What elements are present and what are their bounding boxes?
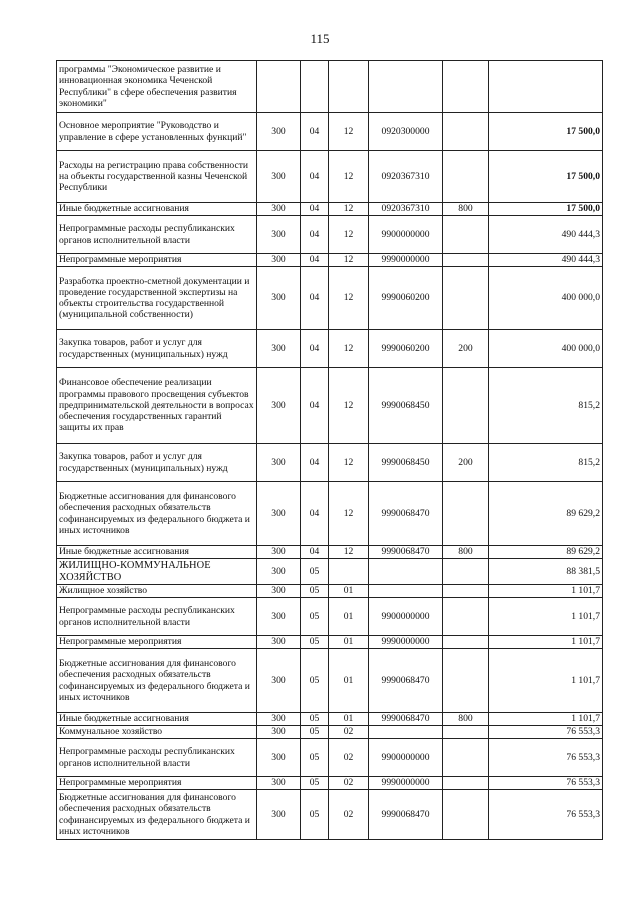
row-csr: 9990068450 <box>369 368 443 444</box>
row-name: Непрограммные мероприятия <box>57 254 257 267</box>
row-gr: 300 <box>257 598 301 636</box>
row-gr: 300 <box>257 267 301 330</box>
row-gr: 300 <box>257 546 301 559</box>
row-rz: 04 <box>301 267 329 330</box>
row-rz: 05 <box>301 790 329 840</box>
row-name: Коммунальное хозяйство <box>57 726 257 739</box>
row-vr: 200 <box>443 444 489 482</box>
row-vr <box>443 726 489 739</box>
row-amount: 76 553,3 <box>489 726 603 739</box>
row-csr: 9990000000 <box>369 777 443 790</box>
table-row <box>57 368 603 444</box>
row-gr: 300 <box>257 649 301 713</box>
row-pr: 01 <box>329 713 369 726</box>
row-amount: 76 553,3 <box>489 790 603 840</box>
row-pr: 01 <box>329 649 369 713</box>
row-rz: 05 <box>301 559 329 585</box>
row-name: Расходы на регистрацию права собственности на объекты государственной казны Чеченской Республики <box>57 151 257 203</box>
row-csr: 9900000000 <box>369 216 443 254</box>
row-vr: 200 <box>443 330 489 368</box>
row-gr: 300 <box>257 790 301 840</box>
row-name: Непрограммные расходы республиканских органов исполнительной власти <box>57 598 257 636</box>
row-rz: 04 <box>301 203 329 216</box>
table-row <box>57 636 603 649</box>
table-row <box>57 559 603 585</box>
row-rz: 04 <box>301 546 329 559</box>
row-rz <box>301 61 329 113</box>
row-pr: 02 <box>329 790 369 840</box>
row-gr: 300 <box>257 726 301 739</box>
table-row <box>57 254 603 267</box>
table-row <box>57 546 603 559</box>
row-name: Финансовое обеспечение реализации программы правового просвещения субъектов предпринимательской деятельности в вопросах обеспечения государственных гарантий защиты их прав <box>57 368 257 444</box>
row-rz: 04 <box>301 216 329 254</box>
row-rz: 04 <box>301 151 329 203</box>
row-name: Жилищное хозяйство <box>57 585 257 598</box>
row-gr: 300 <box>257 739 301 777</box>
row-csr: 9990068470 <box>369 649 443 713</box>
row-name: Иные бюджетные ассигнования <box>57 203 257 216</box>
row-pr: 12 <box>329 151 369 203</box>
row-rz: 05 <box>301 636 329 649</box>
row-csr: 9990068450 <box>369 444 443 482</box>
row-gr: 300 <box>257 559 301 585</box>
row-name: Бюджетные ассигнования для финансового обеспечения расходных обязательств софинансируемых из федерального бюджета и иных источников <box>57 649 257 713</box>
row-amount: 76 553,3 <box>489 739 603 777</box>
row-csr: 9990068470 <box>369 546 443 559</box>
row-rz: 05 <box>301 713 329 726</box>
row-gr: 300 <box>257 777 301 790</box>
row-name: Непрограммные мероприятия <box>57 636 257 649</box>
row-rz: 04 <box>301 482 329 546</box>
row-vr <box>443 585 489 598</box>
table-row <box>57 726 603 739</box>
row-vr <box>443 267 489 330</box>
row-vr <box>443 254 489 267</box>
row-csr: 0920367310 <box>369 203 443 216</box>
row-pr: 12 <box>329 216 369 254</box>
row-rz: 04 <box>301 254 329 267</box>
row-amount: 815,2 <box>489 368 603 444</box>
table-row <box>57 267 603 330</box>
row-rz: 05 <box>301 726 329 739</box>
row-vr <box>443 368 489 444</box>
row-vr <box>443 649 489 713</box>
row-vr <box>443 482 489 546</box>
row-vr <box>443 61 489 113</box>
row-name: Иные бюджетные ассигнования <box>57 713 257 726</box>
row-pr <box>329 559 369 585</box>
row-gr: 300 <box>257 444 301 482</box>
row-name: Разработка проектно-сметной документации и проведение государственной экспертизы на объекты строительства государственной (муниципальной собственности) <box>57 267 257 330</box>
row-amount: 89 629,2 <box>489 482 603 546</box>
table-row <box>57 739 603 777</box>
row-vr <box>443 151 489 203</box>
row-pr: 12 <box>329 368 369 444</box>
row-rz: 05 <box>301 777 329 790</box>
budget-table <box>56 60 603 840</box>
row-vr <box>443 559 489 585</box>
row-vr <box>443 113 489 151</box>
row-name: Основное мероприятие "Руководство и управление в сфере установленных функций" <box>57 113 257 151</box>
row-rz: 05 <box>301 649 329 713</box>
row-amount: 400 000,0 <box>489 330 603 368</box>
table-row <box>57 203 603 216</box>
row-pr: 12 <box>329 330 369 368</box>
row-pr: 02 <box>329 739 369 777</box>
row-pr: 01 <box>329 585 369 598</box>
row-amount: 17 500,0 <box>489 203 603 216</box>
row-rz: 05 <box>301 598 329 636</box>
table-row <box>57 330 603 368</box>
table-row <box>57 790 603 840</box>
row-csr: 9990060200 <box>369 330 443 368</box>
row-amount: 815,2 <box>489 444 603 482</box>
row-amount: 88 381,5 <box>489 559 603 585</box>
row-vr <box>443 739 489 777</box>
row-rz: 04 <box>301 113 329 151</box>
row-rz: 05 <box>301 739 329 777</box>
row-gr: 300 <box>257 330 301 368</box>
row-rz: 04 <box>301 444 329 482</box>
row-gr: 300 <box>257 203 301 216</box>
row-pr: 01 <box>329 636 369 649</box>
page-number: 115 <box>310 31 330 46</box>
row-csr: 0920300000 <box>369 113 443 151</box>
row-amount: 89 629,2 <box>489 546 603 559</box>
table-row <box>57 216 603 254</box>
row-pr: 01 <box>329 598 369 636</box>
row-amount: 1 101,7 <box>489 598 603 636</box>
row-csr: 9990068470 <box>369 482 443 546</box>
row-amount: 1 101,7 <box>489 636 603 649</box>
row-csr: 9990000000 <box>369 636 443 649</box>
row-pr: 12 <box>329 113 369 151</box>
row-csr: 9990068470 <box>369 790 443 840</box>
row-csr <box>369 61 443 113</box>
row-csr: 9990060200 <box>369 267 443 330</box>
row-pr: 12 <box>329 546 369 559</box>
row-gr: 300 <box>257 254 301 267</box>
row-name: Закупка товаров, работ и услуг для государственных (муниципальных) нужд <box>57 444 257 482</box>
row-gr <box>257 61 301 113</box>
table-row <box>57 61 603 113</box>
row-pr: 02 <box>329 777 369 790</box>
row-csr: 0920367310 <box>369 151 443 203</box>
row-name: ЖИЛИЩНО-КОММУНАЛЬНОЕ ХОЗЯЙСТВО <box>57 559 257 585</box>
row-csr: 9990068470 <box>369 713 443 726</box>
table-row <box>57 113 603 151</box>
row-csr: 9990000000 <box>369 254 443 267</box>
table-row <box>57 444 603 482</box>
row-amount: 17 500,0 <box>489 113 603 151</box>
row-gr: 300 <box>257 151 301 203</box>
row-pr: 02 <box>329 726 369 739</box>
row-pr: 12 <box>329 267 369 330</box>
row-pr: 12 <box>329 482 369 546</box>
row-amount: 1 101,7 <box>489 585 603 598</box>
row-gr: 300 <box>257 216 301 254</box>
row-gr: 300 <box>257 368 301 444</box>
row-gr: 300 <box>257 482 301 546</box>
row-amount: 17 500,0 <box>489 151 603 203</box>
table-row <box>57 585 603 598</box>
row-name: программы "Экономическое развитие и инновационная экономика Чеченской Республики" в сфере обеспечения развития экономики" <box>57 61 257 113</box>
row-vr <box>443 790 489 840</box>
row-name: Иные бюджетные ассигнования <box>57 546 257 559</box>
table-row <box>57 777 603 790</box>
row-rz: 05 <box>301 585 329 598</box>
row-pr: 12 <box>329 444 369 482</box>
row-vr <box>443 216 489 254</box>
row-vr <box>443 636 489 649</box>
table-row <box>57 649 603 713</box>
row-gr: 300 <box>257 636 301 649</box>
row-vr <box>443 598 489 636</box>
row-name: Непрограммные расходы республиканских органов исполнительной власти <box>57 216 257 254</box>
row-amount: 400 000,0 <box>489 267 603 330</box>
row-amount <box>489 61 603 113</box>
row-gr: 300 <box>257 585 301 598</box>
row-csr <box>369 559 443 585</box>
row-vr: 800 <box>443 546 489 559</box>
table-row <box>57 151 603 203</box>
row-rz: 04 <box>301 368 329 444</box>
row-csr <box>369 585 443 598</box>
row-csr: 9900000000 <box>369 739 443 777</box>
table-row <box>57 482 603 546</box>
row-name: Непрограммные мероприятия <box>57 777 257 790</box>
row-rz: 04 <box>301 330 329 368</box>
row-csr: 9900000000 <box>369 598 443 636</box>
table-row <box>57 598 603 636</box>
row-vr: 800 <box>443 713 489 726</box>
row-amount: 1 101,7 <box>489 649 603 713</box>
row-amount: 76 553,3 <box>489 777 603 790</box>
row-name: Закупка товаров, работ и услуг для государственных (муниципальных) нужд <box>57 330 257 368</box>
row-csr <box>369 726 443 739</box>
row-gr: 300 <box>257 713 301 726</box>
row-amount: 490 444,3 <box>489 254 603 267</box>
row-pr <box>329 61 369 113</box>
table-row <box>57 713 603 726</box>
row-name: Бюджетные ассигнования для финансового обеспечения расходных обязательств софинансируемых из федерального бюджета и иных источников <box>57 790 257 840</box>
row-vr <box>443 777 489 790</box>
row-pr: 12 <box>329 254 369 267</box>
row-amount: 1 101,7 <box>489 713 603 726</box>
row-pr: 12 <box>329 203 369 216</box>
row-name: Бюджетные ассигнования для финансового обеспечения расходных обязательств софинансируемых из федерального бюджета и иных источников <box>57 482 257 546</box>
row-name: Непрограммные расходы республиканских органов исполнительной власти <box>57 739 257 777</box>
row-gr: 300 <box>257 113 301 151</box>
row-vr: 800 <box>443 203 489 216</box>
row-amount: 490 444,3 <box>489 216 603 254</box>
